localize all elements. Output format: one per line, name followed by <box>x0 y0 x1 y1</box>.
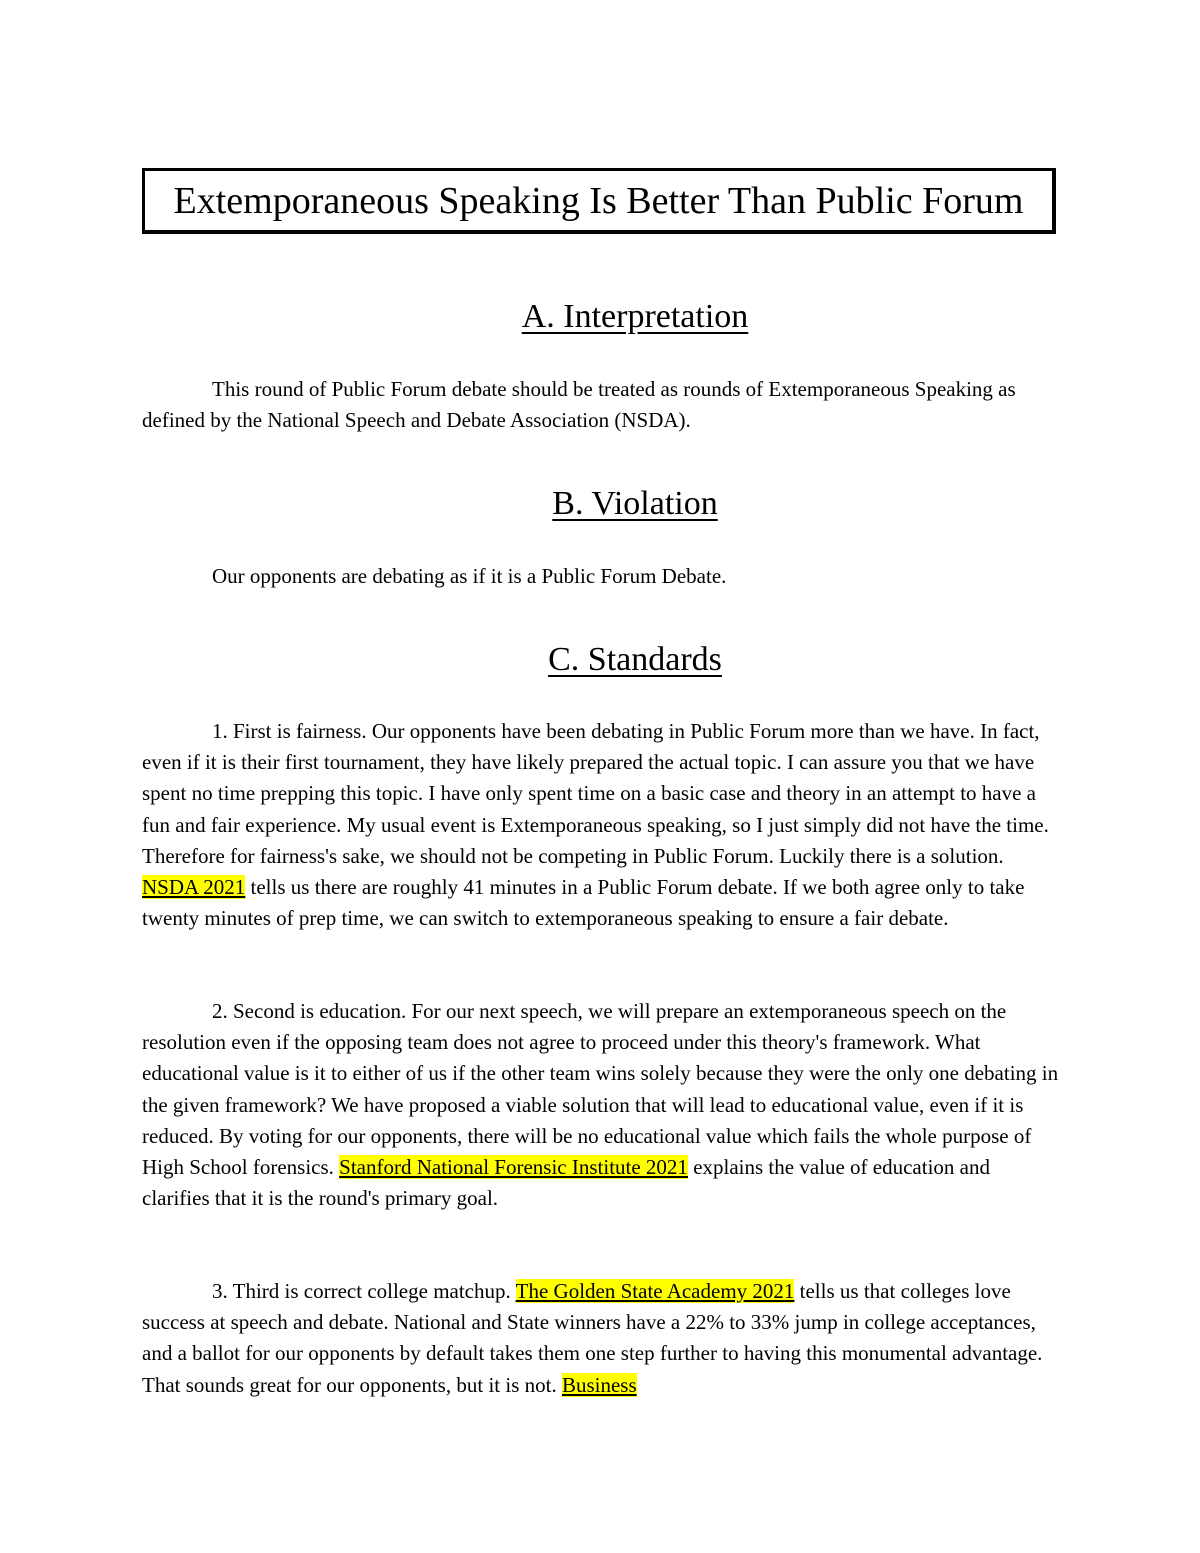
paragraph-text: tells us that colleges love success at speech and debate. National and State winners have a 22% to 33% jump in college acceptances, and a ballot for our opponents by default takes them one step further to having this monumental advantage. That sounds great for our opponents, but it is not. <box>142 1279 1043 1397</box>
standard-college-paragraph <box>142 1276 1060 1401</box>
document-title: Extemporaneous Speaking Is Better Than Public Forum <box>173 179 1024 222</box>
paragraph-text: 2. Second is education. For our next speech, we will prepare an extemporaneous speech on the resolution even if the opposing team does not agree to proceed under this theory's framework. What educational value is it to either of us if the other team wins solely because they were the only one debating in the given framework? We have proposed a viable solution that will lead to educational value, even if it is reduced. By voting for our opponents, there will be no educational value which fails the whole purpose of High School forensics. <box>142 999 1059 1180</box>
paragraph-text: This round of Public Forum debate should be treated as rounds of Extemporaneous Speaking as defined by the National Speech and Debate Association (NSDA). <box>142 377 1016 433</box>
heading-interpretation: A. Interpretation <box>521 298 749 335</box>
paragraph-text: 1. First is fairness. Our opponents have been debating in Public Forum more than we have. In fact, even if it is their first tournament, they have likely prepared the actual topic. I can assure you that we have spent no time prepping this topic. I have only spent time on a basic case and theory in an attempt to have a fun and fair experience. My usual event is Extemporaneous speaking, so I just simply did not have the time. Therefore for fairness's sake, we should not be competing in Public Forum. Luckily there is a solution. <box>142 719 1049 868</box>
heading-violation: B. Violation <box>552 485 718 522</box>
citation-business[interactable]: Business <box>561 1372 637 1397</box>
interpretation-paragraph <box>142 374 1060 436</box>
paragraph-text: Our opponents are debating as if it is a Public Forum Debate. <box>212 564 727 588</box>
citation-nsda-2021[interactable]: NSDA 2021 <box>142 875 246 900</box>
heading-standards: C. Standards <box>548 641 722 678</box>
paragraph-text: tells us there are roughly 41 minutes in a Public Forum debate. If we both agree only to take twenty minutes of prep time, we can switch to extemporaneous speaking to ensure a fair debate. <box>142 875 1025 931</box>
standard-fairness-paragraph <box>142 716 1060 934</box>
paragraph-text: explains the value of education and clarifies that it is the round's primary goal. <box>142 1155 990 1211</box>
violation-paragraph <box>142 561 1060 592</box>
paragraph-text: 3. Third is correct college matchup. <box>212 1279 516 1303</box>
standard-education-paragraph <box>142 996 1060 1214</box>
citation-stanford-nfi-2021[interactable]: Stanford National Forensic Institute 2021 <box>339 1155 688 1180</box>
title-box <box>142 168 1056 234</box>
citation-golden-state-academy-2021[interactable]: The Golden State Academy 2021 <box>515 1279 795 1303</box>
